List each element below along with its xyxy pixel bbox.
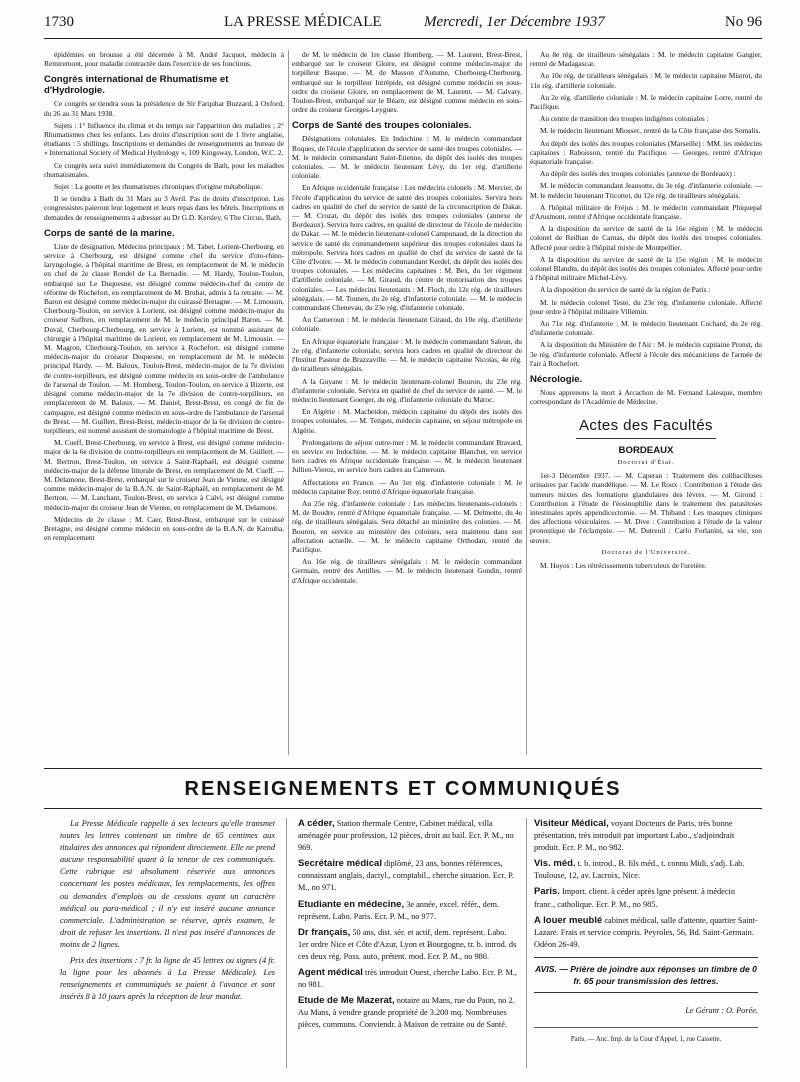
paragraph: Sujets : 1° Influence du climat et du temps sur l'apparition des maladies ; 2° Rhumatismes chez les enfants. Les droits d'inscription sont de 1 livre anglaise, étudiants : 5 shillings. Inscriptions et demandes de renseignements au bureau de « International Society of Medical Hydrology », 109 Kingsway, London, W.C. 2. — [44, 120, 284, 158]
paragraph: Il se tiendra à Bath du 31 Mars au 3 Avril. Pas de droits d'inscription. Les congressistes paieront leur logement et leurs repas dans les hôtels. Inscriptions et demandes de renseignements à adresser au Dr G.D. Kersley, 6 The Circus, Bath. — [44, 194, 284, 222]
section-rule-bottom — [44, 808, 762, 809]
ad-text: cabinet médical, salle d'attente, quartier Saint-Lazare. Frais et service compris. Peyroles, 56, Bd. Saint-Germain. Odéon 26-49. — [534, 915, 758, 949]
paragraph: Ce congrès sera suivi immédiatement du Congrès de Bath, pour les maladies rhumatismales. — [44, 160, 284, 179]
ad-text: très introduit Ouest, cherche Labo. Ecr. P. M., no 981. — [298, 968, 517, 990]
paragraph: Nous apprenons la mort à Arcachon de M. Fernand Lalesque, membre correspondant de l'Académie de Médecine. — [530, 388, 762, 407]
paragraph: Désignations coloniales. En Indochine : M. le médecin commandant Roques, de l'école d'application du service de santé des troupes coloniales. — M. le médecin commandant Saint-Etienne, du dépôt des isolés des troupes coloniales. — M. le médecin lieutenant Lévy, du 1er rég. d'artillerie coloniale. — [292, 134, 522, 181]
paragraph: Prolongations de séjour outre-mer : M. le médecin commandant Bravard, en service en Indochine. — M. le médecin capitaine Blanchet, en service hors cadres en Afrique occidentale française. — M. le médecin lieutenant Jullien-Vieroz, en service hors cadres au Cameroun. — [292, 437, 522, 475]
paragraph: Sujet : La goutte et les rhumatismes chroniques d'origine métabolique. — [54, 182, 263, 192]
paragraph: Au 25e rég. d'infanterie coloniale : Les médecins lieutenants-colonels : M. de Boudre, rentré d'Afrique équatoriale française. — M. Delmotte, du 4e rég. de tirailleurs sénégalais. Sera détaché au ministère des colonies. — M. Bouron, en service au ministère des colonies, sera maintenu dans son affectation actuelle. — M. le médecin capitaine Orthodan, rentré du Pacifique. — [292, 498, 522, 554]
section-heading: Congrès international de Rhumatisme et d'Hydrologie. — [44, 74, 229, 97]
paragraph: M. le médecin commandant Jeansotte, du 3e rég. d'infanterie coloniale. — M. le médecin lieutenant Tricottet, du 12e rég. de tirailleurs sénégalais. — [530, 181, 762, 200]
classified-ad — [534, 858, 758, 882]
ad-title: A louer meublé — [534, 914, 603, 926]
intro-paragraph: Prix des insertions : 7 fr. la ligne de 45 lettres ou signes (4 fr. la ligne pour les abonnés à La Presse Médicale). Les renseignements et communiqués se paient à l'avance et sont insérés 8 à 10 jours après la réception de leur mandat. — [60, 956, 275, 1002]
classified-ad — [298, 818, 518, 854]
ad-text: Import. client. à céder après lgne présent. à médecin franc., catholique. Ecr. P. M., no 985. — [534, 887, 735, 909]
ad-title: A céder, — [298, 818, 335, 829]
paragraph: En Algérie : M. Machetdon, médecin capitaine du dépôt des isolés des troupes coloniales. — M. Teitgen, médecin capitaine, en séjour métropole en Algérie. — [292, 407, 522, 435]
paragraph: Au dépôt des isolés des troupes coloniales (annexe de Bordeaux) : — [540, 169, 736, 179]
section-rule-top — [44, 768, 762, 769]
section-heading: Nécrologie. — [530, 374, 583, 386]
ad-title: Visiteur Médical, — [534, 818, 609, 829]
paragraph: Au 10e rég. de tirailleurs sénégalais : M. le médecin capitaine Mistrot, du 11e rég. d'artillerie coloniale. — [530, 71, 762, 90]
header-rule — [44, 38, 762, 39]
column-divider — [526, 50, 527, 755]
ad-text: t. b. introd., B. fils méd., t. connu Midi, s'adj. Lab. Toulouse, 12, av. Lacroix, Nice. — [534, 859, 745, 881]
paragraph: A l'hôpital militaire de Fréjus : M. le médecin commandant Phiquepal d'Arusmont, rentré d'Afrique occidentale française. — [530, 202, 762, 222]
column-divider — [288, 50, 289, 755]
section-heading: Corps de Santé des troupes coloniales. — [292, 120, 472, 132]
ad-text: notaire au Mans, rue du Paon, no 2. Au Mans, à vendre grande propriété de 3.200 mq. Nombreuses pièces, communs. Conviendr. à Maison de retraite ou de Santé. — [298, 996, 515, 1030]
page-number: 1730 — [44, 14, 74, 30]
classified-ad — [298, 995, 518, 1031]
paragraph: Ce congrès se tiendra sous la présidence de Sir Farquhar Buzzard, à Oxford, du 26 au 31 Mars 1938. — [44, 99, 284, 118]
actes-section-universite: Doctorat de l'Université. — [601, 548, 691, 556]
paragraph: M. le médecin lieutenant Miossec, rentré de la Côte française des Somalis. — [540, 126, 761, 136]
paragraph: A la disposition du service de santé de la 15e région : M. le médecin colonel Blandin, du dépôt des isolés des troupes coloniales. Affecté pour ordre à l'hôpital militaire Michel-Lévy. — [530, 254, 762, 283]
ad-text: 3e année, excel. référ., dem. représent. Labo. Paris. Ecr. P. M., no 977. — [298, 899, 500, 921]
paragraph: Au centre de transition des troupes indigènes coloniales : — [540, 114, 709, 124]
ad-text: 50 ans, dist. sér. et actif, dem. représent. Labo. 1er ordre Nice et Côte d'Azur, Lyon et Bourgogne, tr. b. introd. ds ces deux rég. Poss. auto, prétent. mod. Ecr. P. M., no 980. — [298, 927, 517, 961]
paragraph: épidémies en brousse a été décernée à M. André Jacquot, médecin à Remiremont, pour maladie contractée dans l'exercice de ses fonctions. — [44, 50, 284, 69]
classified-ad — [534, 915, 758, 951]
classified-ad — [298, 858, 518, 894]
issue-number: No 96 — [724, 14, 762, 30]
ad-title: Dr français, — [298, 926, 351, 938]
paragraph: Liste de désignation. Médecins principaux : M. Tabet, Lorient-Cherbourg, en service à Cherbourg, est désigné comme chef du service d'oto-rhino-laryngologie, à l'hôpital maritime de Brest, en remplacement de M. le médecin en chef de 2e classe Rondel de La Bernadie. — M. Hardy, Toulon-Toulon, embarqué sur Le Duquesne, est désigné comme médecin-chef du centre de réforme de Rochefort, en remplacement de M. Bruhat, admis à la retraite. — M. Baron est désigné comme médecin-major du cuirassé Bretagne. — M. Limousin, Cherbourg-Toulon, en service à Lorient, est désigné comme médecin-major du croiseur Suffren, en remplacement de M. le médecin principal Baron. — M. Duval, Cherbourg-Cherbourg, en service à Lorient, est nommé assistant de chirurgie à l'hôpital maritime de Lorient, en remplacement de M. Limousin. — M. Magron, Cherbourg-Toulon, en service à Rochefort, est désigné comme médecin-major du croiseur Duquesne, en remplacement de M. le médecin principal Hardy. — M. Baloux, Toulon-Brest, médecin-major de la 7e division de contre-torpilleurs, est désigné comme médecin en sous-ordre de l'ambulance de l'arsenal de Toulon. — M. Homberg, Toulon-Toulon, en service à Bizerte, est désigné comme médecin-major de la 7e division de contre-torpilleurs, en remplacement de M. Baloux. — M. Daniel, Brest-Brest, en congé de fin de campagne, est désigné comme médecin en sous-ordre de l'ambulance de l'arsenal de Brest. — M. Guillert, Brest-Brest, médecin-major de la 6e division de contre-torpilleurs, est nommé assistant de stomatologie à l'hôpital maritime de Brest. — [44, 241, 284, 435]
paragraph: A la disposition du service de santé de la région de Paris : — [540, 285, 711, 295]
ad-title: Secrétaire médical — [298, 858, 382, 870]
classified-ad — [534, 886, 758, 910]
ad-title: Paris. — [534, 886, 560, 898]
paragraph: M. Cueff, Brest-Cherbourg, en service à Brest, est désigné comme médecin-major de la 6e division de contre-torpilleurs en remplacement de M. Guillert. — M. Bertron, Brest-Toulon, en service à Saint-Raphaël, est désigné comme médecin-major de la défense littorale de Brest, en remplacement de M. Cueff. — M. Delamone, Brest-Brest, embarqué sur le croiseur Jean de Vienne, est désigné comme médecin-major de la B.A.N. de Saint-Raphaël, en remplacement de M. Bertron. — M. Lanchant, Toulon-Brest, en service à Calvi, est désigné comme médecin-major du croiseur Jean de Vienne, en remplacement de M. Delamone. — [44, 438, 284, 512]
paragraph: Au 2e rég. d'artillerie coloniale : M. le médecin capitaine Lorre, rentré du Pacifique. — [530, 92, 762, 112]
news-column-2 — [292, 50, 522, 762]
ad-text: Station thermale Centre, Cabinet médical, villa aménagée pour profession, 12 pièces, droit au bail. Ecr. P. M., no 969. — [298, 819, 514, 853]
section-heading: Corps de santé de la marine. — [44, 227, 175, 239]
printer-line: Paris. — Anc. Imp. de la Cour d'Appel, 1, rue Cassette. — [534, 1027, 758, 1046]
ad-title: Etudiante en médecine, — [298, 898, 405, 910]
column-divider — [286, 818, 287, 1068]
paragraph: Médecins de 2e classe : M. Caer, Brest-Brest, embarqué sur le cuirassé Bretagne, est désigné comme médecin en sous-ordre de la B.A.N. de Karouba, en remplacement — [44, 514, 284, 543]
ads-list — [534, 818, 758, 951]
actes-text: 1er-3 Décembre 1937. — M. Caperan : Traitement des colibacilloses urinaires par l'acide mandélique. — M. Le Roux : Contribution à l'étude des tumeurs mixtes des formations glandulaires des lèvres. — M. Girond : Contribution à l'étude de l'éosinophilie dans le traitement des parasitoses intestinales après appendicectomie. — M. Thiband : Les masques cliniques des affections vésiculaires. — M. Dive : Contribution à l'étude de la valeur pronostique de l'éclampsie. — M. Dutreuil : Carlo Forlanini, sa vie, son œuvre. — [530, 471, 762, 545]
paragraph: Au dépôt des isolés des troupes coloniales (Marseille) : MM. les médecins capitaines : Raboisson, rentré du Pacifique. — Georges, rentré d'Afrique équatoriale française. — [530, 138, 762, 167]
ad-title: Agent médical — [298, 967, 363, 979]
paragraph: A la Guyane : M. le médecin lieutenant-colonel Bouron, du 23e rég. d'infanterie coloniale. Servira en qualité de chef du service de santé. — M. le médecin lieutenant Goerger, du rég. d'infanterie coloniale du Maroc. — [292, 376, 522, 404]
paragraph: Affectations en France. — Au 1er rég. d'infanterie coloniale : M. le médecin capitaine Roy, rentré d'Afrique équatoriale française. — [292, 477, 522, 496]
actes-section-etat: Doctorat d'État. — [617, 458, 675, 466]
paragraph: de M. le médecin de 1re classe Homberg. — M. Laurent, Brest-Brest, embarqué sur le croiseur Gloire, est désigné comme médecin-major du torpilleur Basque. — M. de Masson d'Autume, Cherbourg-Cherbourg, embarqué sur le torpilleur Intrépide, est désigné comme médecin en sous-ordre du croiseur Gloire, en remplacement de M. Laurent. — M. Calvary, Toulon-Brest, embarqué sur le Béarn, est désigné comme médecin en sous-ordre du croiseur Georges-Leygues. — [292, 50, 522, 115]
avis-notice: AVIS. — Prière de joindre aux réponses un timbre de 0 fr. 65 pour transmission des lettres. — [534, 957, 758, 993]
renseignements-intro — [60, 818, 275, 1068]
news-column-3 — [530, 50, 762, 762]
actes-city: BORDEAUX — [618, 444, 674, 456]
ads-column-2 — [298, 818, 518, 1068]
actes-title: Actes des Facultés — [579, 416, 713, 434]
paragraph: A la disposition du service de santé de la 16e région : M. le médecin colonel de Reilhan de Carnas, du dépôt des isolés des troupes coloniales. Affecté pour ordre à l'hôpital mixte de Montpellier. — [530, 224, 762, 252]
intro-paragraph: La Presse Médicale rappelle à ses lecteurs qu'elle transmet toutes les lettres contenant un timbre de 65 centimes aux titulaires des annonces qui répondent directement. Elle ne prend aucune responsabilité quant à la teneur de ces communiqués. Cette rubrique est absolument réservée aux annonces concernant les postes médicaux, les remplacements, les offres ou demandes d'emplois ou de cessions ayant un caractère médical ou para-médical ; il n'y est inséré aucune annonce commerciale. L'administration se réserve, après examen, le droit de refuser les insertions. Il n'est pas inséré d'annonces de moins de 2 lignes. — [60, 819, 275, 949]
ad-text: voyant Docteurs de Paris, très bonne présentation, très introduit par important Labo., s'adjoindrait produit. Ecr. P. M., no 982. — [534, 819, 735, 853]
ad-title: Etude de Me Mazerat, — [298, 995, 395, 1007]
page-header — [44, 12, 762, 38]
paragraph: Au Cameroun : M. le médecin lieutenant Giraud, du 10e rég. d'artillerie coloniale. — [292, 315, 522, 334]
paragraph: En Afrique équatoriale française : M. le médecin commandant Saleun, du 2e rég. d'infanterie coloniale, servira hors cadres en qualité de directeur de l'Institut Pasteur de Brazzaville. — M. le médecin capitaine Nicolas, 4e rég. de tirailleurs sénégalais. — [292, 336, 522, 374]
actes-text-2: M. Hoyos : Les rétrécissements tuberculeux de l'uretère. — [540, 560, 707, 570]
paragraph: Au 8e rég. de tirailleurs sénégalais : M. le médecin capitaine Gangier, rentré de Madagascar. — [530, 50, 762, 69]
paragraph: Au 71e rég. d'infanterie : M. le médecin lieutenant Cochard, du 2e rég. d'infanterie coloniale. — [530, 319, 762, 338]
gerant-signature: Le Gérant : O. Porée. — [685, 1005, 758, 1015]
column-divider — [526, 818, 527, 1068]
issue-date: Mercredi, 1er Décembre 1937 — [424, 14, 605, 30]
paragraph: M. le médecin colonel Teste, du 23e rég. d'infanterie coloniale. Affecté pour ordre à l'hôpital militaire Villemin. — [530, 297, 762, 316]
classified-ad — [298, 899, 518, 923]
ad-text: diplômé, 23 ans, bonnes références, connaissant anglais, dactyl., comptabil., cherche situation. Ecr. P. M., no 971. — [298, 859, 514, 893]
column-3-items — [530, 50, 762, 407]
paragraph: En Afrique occidentale française : Les médecins colonels : M. Mercier, de l'école d'application du service de santé des troupes coloniales. Servira hors cadres en qualité de chef du service de santé de la circonscription de Dakar. — M. Crozat, du dépôt des isolés des troupes coloniales (annexe de Bordeaux). Servira hors cadres, en qualité de directeur de l'école de médecine de Dakar. — M. le médecin lieutenant-colonel Campunaud, de la direction du service de santé du commandement supérieur des troupes coloniales dans la métropole. Servira hors cadres en qualité de chef du service de santé de la Côte d'Ivoire. — M. le médecin commandant Kerdel, du dépôt des isolés des troupes coloniales. — Les médecins capitaines : M. Bex, du 1er régiment d'artillerie coloniale. — M. Giraud, du centre de motorisation des troupes coloniales. — Les médecins lieutenants : M. Floch, du 12e rég. de tirailleurs sénégalais. — M. Tounen, du 2e rég. d'infanterie coloniale. — M. le médecin commandant Chenevau, du 23e rég. d'infanterie coloniale. — [292, 183, 522, 313]
ad-title: Vis. méd. — [534, 858, 576, 870]
paragraph: Au 16e rég. de tirailleurs sénégalais : M. le médecin commandant Germain, rentré des Antilles. — M. le médecin lieutenant Gondin, rentré d'Afrique occidentale. — [292, 557, 522, 585]
paragraph: A la disposition du Ministère de l'Air : M. le médecin capitaine Pronst, du 3e rég. d'infanterie coloniale. Affecté à l'école des mécaniciens de l'armée de l'air à Rochefort. — [530, 340, 762, 368]
ads-column-3 — [534, 818, 758, 1068]
classified-ad — [534, 818, 758, 854]
classified-ad — [298, 927, 518, 963]
news-column-1 — [44, 50, 284, 762]
classified-ad — [298, 967, 518, 991]
actes-rule — [576, 438, 715, 439]
journal-title: LA PRESSE MÉDICALE — [224, 14, 382, 30]
renseignements-title: RENSEIGNEMENTS ET COMMUNIQUÉS — [184, 778, 622, 800]
